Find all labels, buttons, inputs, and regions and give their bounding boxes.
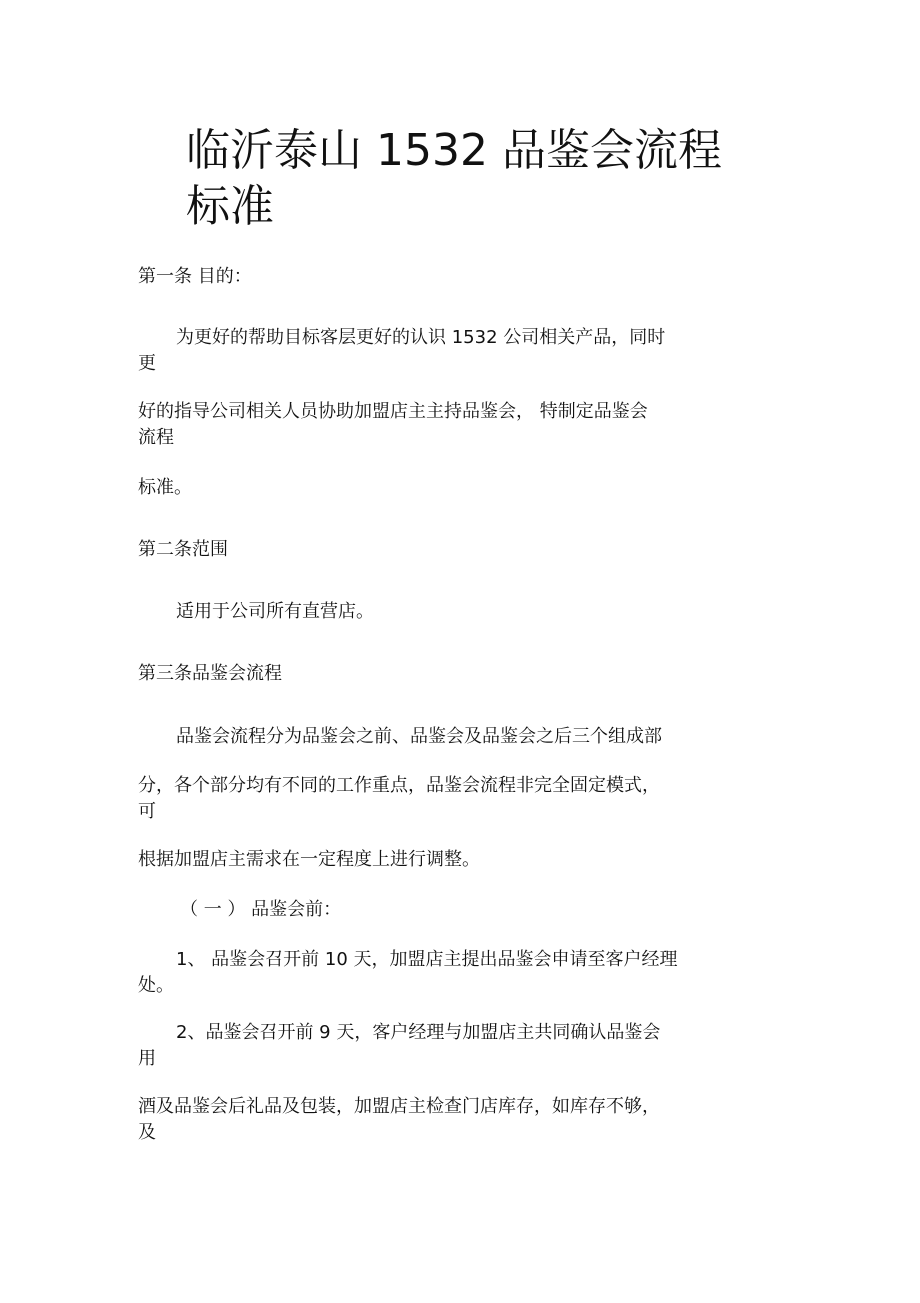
title-line: 临沂泰山 1532 品鉴会流程 bbox=[186, 125, 722, 176]
text-line: 流程 bbox=[138, 427, 174, 448]
text-line: 更 bbox=[138, 353, 156, 374]
text-line: 处。 bbox=[138, 975, 174, 996]
text-line: 根据加盟店主需求在一定程度上进行调整。 bbox=[138, 849, 480, 870]
text-line: 第三条品鉴会流程 bbox=[138, 663, 282, 684]
title-line: 标准 bbox=[186, 181, 274, 232]
article-1-heading bbox=[138, 264, 252, 290]
text-line: 第一条 目的： bbox=[138, 266, 252, 287]
process-paragraph-part-2 bbox=[138, 773, 660, 825]
step-1-paragraph bbox=[138, 947, 678, 999]
text-line: 分，各个部分均有不同的工作重点，品鉴会流程非完全固定模式， bbox=[138, 775, 660, 796]
text-line: 酒及品鉴会后礼品及包装，加盟店主检查门店库存，如库存不够， bbox=[138, 1096, 660, 1117]
article-3-heading bbox=[138, 661, 282, 687]
step-2-paragraph-part-2 bbox=[138, 1094, 660, 1146]
purpose-paragraph-part-3 bbox=[138, 475, 192, 501]
text-line: 标准。 bbox=[138, 477, 192, 498]
text-line: （ 一 ） 品鉴会前： bbox=[180, 899, 342, 920]
process-paragraph-part-3 bbox=[138, 847, 480, 873]
text-line: 及 bbox=[138, 1122, 156, 1143]
article-2-heading bbox=[138, 537, 228, 563]
section-1-heading bbox=[180, 897, 341, 923]
text-line: 为更好的帮助目标客层更好的认识 1532 公司相关产品，同时 bbox=[176, 327, 666, 348]
text-line: 2、品鉴会召开前 9 天，客户经理与加盟店主共同确认品鉴会 bbox=[176, 1022, 661, 1043]
purpose-paragraph-part-1 bbox=[138, 325, 665, 377]
process-paragraph-part-1 bbox=[176, 724, 662, 750]
text-line: 1、 品鉴会召开前 10 天，加盟店主提出品鉴会申请至客户经理 bbox=[176, 949, 678, 970]
text-line: 用 bbox=[138, 1048, 156, 1069]
document-title bbox=[186, 123, 726, 235]
purpose-paragraph-part-2 bbox=[138, 399, 648, 451]
text-line: 第二条范围 bbox=[138, 539, 228, 560]
scope-paragraph bbox=[176, 599, 374, 625]
text-line: 适用于公司所有直营店。 bbox=[176, 601, 374, 622]
text-line: 品鉴会流程分为品鉴会之前、品鉴会及品鉴会之后三个组成部 bbox=[176, 726, 662, 747]
text-line: 好的指导公司相关人员协助加盟店主主持品鉴会， 特制定品鉴会 bbox=[138, 401, 648, 422]
step-2-paragraph-part-1 bbox=[138, 1020, 660, 1072]
text-line: 可 bbox=[138, 801, 156, 822]
